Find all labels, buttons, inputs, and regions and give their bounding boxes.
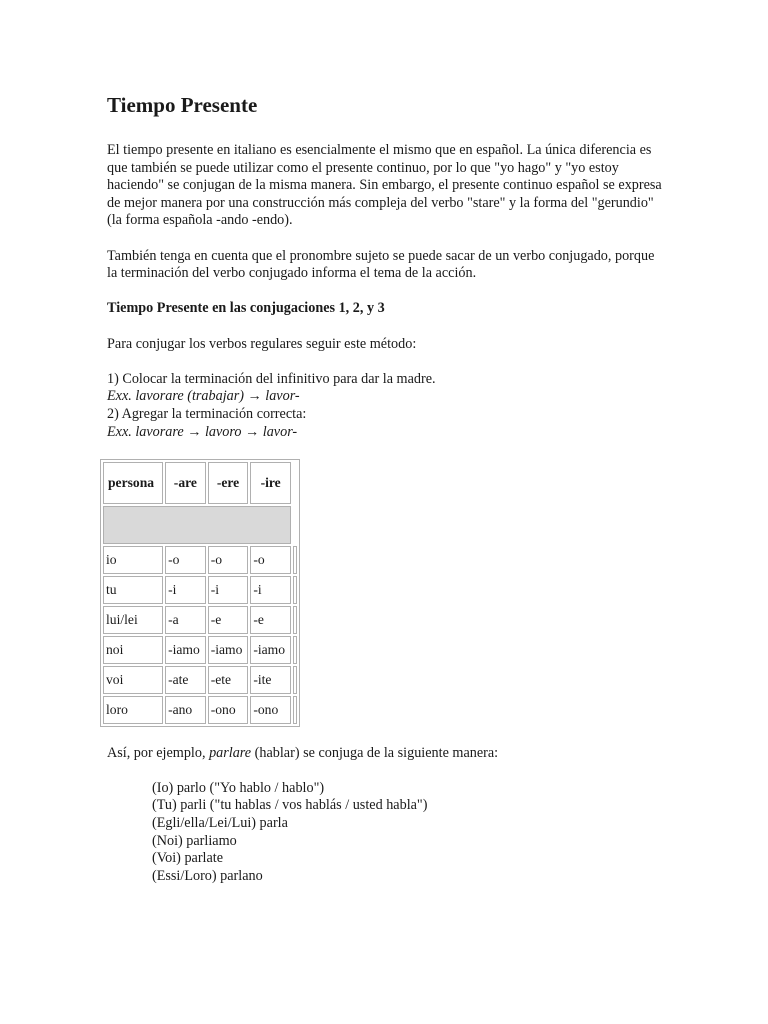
cell-persona: noi bbox=[103, 636, 163, 664]
intro-paragraph: El tiempo presente en italiano es esencialmente el mismo que en español. La única diferencia es que también se puede utilizar como el presente continuo, por lo que "yo hago" y "yo estoy haciendo" se conjugan de la misma manera. Sin embargo, el presente continuo español se expresa de mejor manera por una construcción más compleja del verbo "stare" y la forma del "gerundio" (la forma española -ando -endo). bbox=[107, 142, 662, 229]
cell-persona: voi bbox=[103, 666, 163, 694]
example-intro-after: (hablar) se conjuga de la siguiente manera: bbox=[251, 744, 499, 761]
table-row bbox=[103, 696, 297, 724]
step-1-example: Exx. lavorare (trabajar) → lavor- bbox=[107, 388, 300, 405]
table-header-row bbox=[103, 462, 297, 504]
cell-ire: -e bbox=[250, 606, 291, 634]
cell-ere: -iamo bbox=[208, 636, 249, 664]
table-row bbox=[103, 666, 297, 694]
example-verb: parlare bbox=[209, 744, 252, 761]
cell-are: -ate bbox=[165, 666, 206, 694]
steps-list bbox=[107, 371, 667, 441]
document-page bbox=[107, 92, 667, 885]
cell-ere: -o bbox=[208, 546, 249, 574]
conjugation-table-wrapper bbox=[100, 459, 300, 727]
list-item: (Tu) parli ("tu hablas / vos hablás / usted habla") bbox=[152, 797, 428, 814]
example-intro-before: Así, por ejemplo, bbox=[107, 744, 210, 761]
gray-spacer-cell bbox=[103, 506, 291, 544]
cell-are: -o bbox=[165, 546, 206, 574]
cell-persona: lui/lei bbox=[103, 606, 163, 634]
method-paragraph: Para conjugar los verbos regulares seguir este método: bbox=[107, 335, 417, 352]
cell-stub bbox=[293, 666, 297, 694]
example-intro bbox=[107, 745, 667, 763]
cell-stub bbox=[293, 636, 297, 664]
list-item: (Io) parlo ("Yo hablo / hablo") bbox=[152, 779, 325, 796]
cell-ere: -e bbox=[208, 606, 249, 634]
conjugated-forms-list bbox=[152, 780, 667, 886]
cell-ire: -iamo bbox=[250, 636, 291, 664]
cell-ire: -ite bbox=[250, 666, 291, 694]
section-subheading: Tiempo Presente en las conjugaciones 1, 2, y 3 bbox=[107, 300, 385, 317]
cell-ere: -ono bbox=[208, 696, 249, 724]
cell-stub bbox=[293, 696, 297, 724]
header-are: -are bbox=[165, 462, 206, 504]
step-1: 1) Colocar la terminación del infinitivo para dar la madre. bbox=[107, 370, 436, 387]
table-row bbox=[103, 636, 297, 664]
list-item: (Noi) parliamo bbox=[152, 832, 237, 849]
cell-ire: -i bbox=[250, 576, 291, 604]
header-ere: -ere bbox=[208, 462, 249, 504]
list-item: (Voi) parlate bbox=[152, 850, 224, 867]
conjugation-table bbox=[100, 459, 300, 727]
cell-persona: io bbox=[103, 546, 163, 574]
table-row bbox=[103, 546, 297, 574]
subject-pronoun-paragraph: También tenga en cuenta que el pronombre sujeto se puede sacar de un verbo conjugado, porque la terminación del verbo conjugado informa el tema de la acción. bbox=[107, 247, 655, 282]
step-2-example: Exx. lavorare → lavoro → lavor- bbox=[107, 423, 298, 440]
header-ire: -ire bbox=[250, 462, 291, 504]
list-item: (Essi/Loro) parlano bbox=[152, 867, 263, 884]
cell-stub bbox=[293, 606, 297, 634]
table-gray-row bbox=[103, 506, 297, 544]
table-row bbox=[103, 576, 297, 604]
cell-are: -i bbox=[165, 576, 206, 604]
header-persona: persona bbox=[103, 462, 163, 504]
cell-stub bbox=[293, 576, 297, 604]
cell-are: -ano bbox=[165, 696, 206, 724]
cell-persona: tu bbox=[103, 576, 163, 604]
step-2: 2) Agregar la terminación correcta: bbox=[107, 405, 307, 422]
cell-are: -iamo bbox=[165, 636, 206, 664]
cell-ire: -o bbox=[250, 546, 291, 574]
list-item: (Egli/ella/Lei/Lui) parla bbox=[152, 815, 288, 832]
cell-stub bbox=[293, 546, 297, 574]
table-row bbox=[103, 606, 297, 634]
cell-are: -a bbox=[165, 606, 206, 634]
page-title: Tiempo Presente bbox=[107, 93, 258, 117]
cell-ere: -ete bbox=[208, 666, 249, 694]
cell-ire: -ono bbox=[250, 696, 291, 724]
cell-persona: loro bbox=[103, 696, 163, 724]
cell-ere: -i bbox=[208, 576, 249, 604]
